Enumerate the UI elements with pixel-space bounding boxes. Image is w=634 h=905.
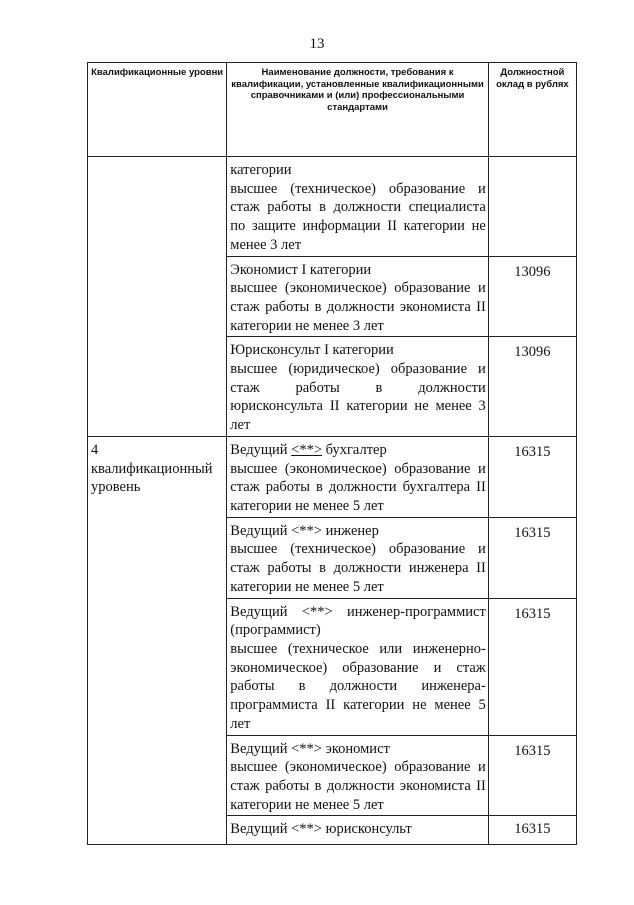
salary-cell bbox=[488, 517, 576, 598]
header-salary: Должностной оклад в рублях bbox=[488, 63, 576, 157]
salary-value: 13096 bbox=[514, 344, 551, 361]
position-title: Ведущий <**> инженер bbox=[230, 522, 379, 539]
requirement-line: категории не менее 5 лет bbox=[230, 578, 384, 595]
position-cell bbox=[227, 517, 489, 598]
requirement-line: стаж работы в должности инженера II bbox=[230, 560, 486, 577]
requirement-line: категории не менее 3 лет bbox=[230, 317, 384, 334]
requirement-line: высшее (экономическое) образование и bbox=[230, 460, 486, 477]
requirement-line: лет bbox=[230, 417, 251, 434]
requirement-line: высшее (экономическое) образование и bbox=[230, 759, 486, 776]
position-cell bbox=[227, 816, 489, 845]
position-prefix: Ведущий bbox=[230, 441, 288, 458]
qualification-table bbox=[87, 62, 577, 845]
salary-cell bbox=[488, 816, 576, 845]
salary-value: 16315 bbox=[514, 605, 551, 622]
salary-value: 16315 bbox=[514, 443, 551, 460]
salary-value: 16315 bbox=[514, 524, 551, 541]
footnote-mark: <**> bbox=[291, 441, 322, 458]
salary-cell bbox=[488, 735, 576, 816]
table-row bbox=[88, 157, 577, 257]
position-cell bbox=[227, 337, 489, 437]
requirement-line: стаж работы в должности специалиста bbox=[230, 199, 486, 216]
page-number: 13 bbox=[309, 36, 325, 52]
requirement-line: высшее (техническое) образование и bbox=[230, 541, 486, 558]
position-cell bbox=[227, 157, 489, 257]
requirement-line: лет bbox=[230, 715, 251, 732]
salary-value: 16315 bbox=[514, 742, 551, 759]
qualification-level: 4 квалификационный уровень bbox=[91, 441, 213, 496]
header-qualification-levels: Квалификационные уровни bbox=[88, 63, 227, 157]
requirement-line: категории не менее 5 лет bbox=[230, 796, 384, 813]
requirement-line: (программист) bbox=[230, 622, 321, 639]
requirement-line: высшее (юридическое) образование и bbox=[230, 361, 486, 378]
requirement-line: программиста II категории не менее 5 bbox=[230, 697, 486, 714]
salary-cell bbox=[488, 598, 576, 735]
requirement-line: категории не менее 5 лет bbox=[230, 497, 384, 514]
requirement-line: стаж работы в должности экономиста II bbox=[230, 298, 486, 315]
position-title bbox=[230, 441, 486, 460]
level-cell bbox=[88, 436, 227, 845]
position-cell bbox=[227, 256, 489, 337]
requirement-line: категории bbox=[230, 162, 292, 178]
salary-value: 13096 bbox=[514, 263, 551, 280]
position-suffix: бухгалтер bbox=[325, 441, 387, 458]
position-cell bbox=[227, 436, 489, 517]
requirement-line: высшее (техническое) образование и bbox=[230, 180, 486, 197]
requirement-word: работы bbox=[295, 379, 340, 396]
position-title: Ведущий <**> юрисконсульт bbox=[230, 821, 412, 838]
level-cell bbox=[88, 157, 227, 437]
requirement-line: высшее (техническое или инженерно- bbox=[230, 641, 486, 658]
requirement-line bbox=[230, 379, 486, 398]
position-cell bbox=[227, 735, 489, 816]
table-row bbox=[88, 436, 577, 517]
requirement-word: стаж bbox=[230, 379, 260, 396]
requirement-line: юрисконсульта II категории не менее 3 bbox=[230, 398, 486, 415]
requirement-line: экономическое) образование и стаж bbox=[230, 659, 486, 676]
position-cell bbox=[227, 598, 489, 735]
requirement-line: работы в должности инженера- bbox=[230, 678, 486, 695]
requirement-word: в bbox=[375, 379, 383, 396]
requirement-line: стаж работы в должности экономиста II bbox=[230, 777, 486, 794]
requirement-line: стаж работы в должности бухгалтера II bbox=[230, 479, 486, 496]
table-header-row bbox=[88, 63, 577, 157]
salary-cell bbox=[488, 436, 576, 517]
requirement-line: менее 3 лет bbox=[230, 236, 302, 253]
position-title: Ведущий <**> инженер-программист bbox=[230, 603, 486, 620]
salary-value: 16315 bbox=[514, 821, 551, 838]
salary-cell bbox=[488, 337, 576, 437]
salary-cell bbox=[488, 157, 576, 257]
position-title: Ведущий <**> экономист bbox=[230, 740, 390, 757]
requirement-line: высшее (экономическое) образование и bbox=[230, 280, 486, 297]
salary-cell bbox=[488, 256, 576, 337]
requirement-word: должности bbox=[418, 379, 486, 396]
position-title: Экономист I категории bbox=[230, 261, 372, 278]
header-position-requirements: Наименование должности, требования к квалификации, установленные квалификационными справочниками и (или) профессиональными стандартами bbox=[227, 63, 489, 157]
position-title: Юрисконсульт I категории bbox=[230, 342, 394, 359]
requirement-line: по защите информации II категории не bbox=[230, 218, 486, 235]
